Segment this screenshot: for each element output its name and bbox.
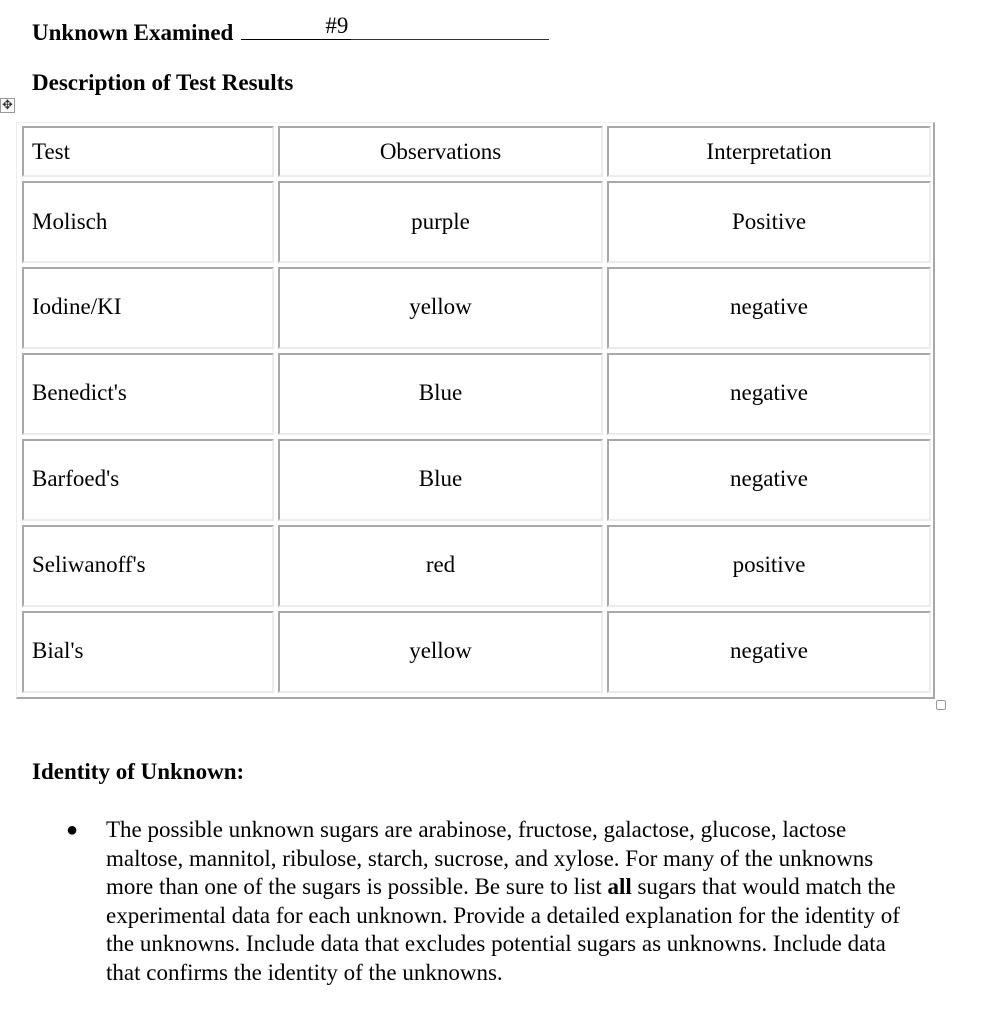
underline-filled	[241, 39, 351, 40]
header-observations[interactable]: Observations	[278, 126, 603, 177]
table-row	[22, 439, 931, 521]
identity-heading: Identity of Unknown:	[32, 759, 245, 784]
list-item	[66, 816, 926, 987]
cell-test[interactable]: Bial's	[22, 611, 274, 693]
cell-observation[interactable]: yellow	[278, 267, 603, 349]
underline-blank	[351, 39, 549, 40]
cell-test[interactable]: Molisch	[22, 181, 274, 263]
bullet-icon: ●	[66, 819, 79, 841]
unknown-examined-value: #9	[325, 13, 349, 38]
unknown-examined-label: Unknown Examined	[32, 20, 234, 45]
instruction-text-part2: sugars that would match the experimental data for each unknown. Provide a detailed explanation for the identity of the unknowns. Include data that excludes potential sugars as unknowns. Include data that confirms the identity of the unknowns.	[106, 874, 900, 985]
cell-interpretation[interactable]: negative	[607, 267, 931, 349]
results-table	[16, 122, 935, 699]
unknown-examined-field[interactable]	[241, 14, 549, 40]
cell-observation[interactable]: red	[278, 525, 603, 607]
instructions-list	[66, 816, 926, 987]
unknown-examined-line	[32, 14, 549, 44]
instruction-bold-word: all	[607, 874, 632, 899]
results-table-grid	[18, 122, 935, 697]
cell-observation[interactable]: purple	[278, 181, 603, 263]
header-test[interactable]: Test	[22, 126, 274, 177]
cell-interpretation[interactable]: Positive	[607, 181, 931, 263]
table-move-handle-icon[interactable]: ✥	[0, 98, 15, 113]
table-header-row	[22, 126, 931, 177]
table-row	[22, 267, 931, 349]
cell-interpretation[interactable]: positive	[607, 525, 931, 607]
description-heading: Description of Test Results	[32, 70, 294, 95]
table-row	[22, 525, 931, 607]
table-resize-handle-icon[interactable]	[936, 700, 946, 710]
cell-observation[interactable]: yellow	[278, 611, 603, 693]
cell-test[interactable]: Barfoed's	[22, 439, 274, 521]
instruction-text-part1: The possible unknown sugars are arabinose, fructose, galactose, glucose, lactose maltose, mannitol, ribulose, starch, sucrose, and xylose. For many of the unknowns more than one of the sugars is possible. Be sure to list	[106, 817, 874, 899]
cell-interpretation[interactable]: negative	[607, 439, 931, 521]
cell-test[interactable]: Seliwanoff's	[22, 525, 274, 607]
cell-test[interactable]: Benedict's	[22, 353, 274, 435]
cell-test[interactable]: Iodine/KI	[22, 267, 274, 349]
cell-interpretation[interactable]: negative	[607, 353, 931, 435]
header-interpretation[interactable]: Interpretation	[607, 126, 931, 177]
cell-interpretation[interactable]: negative	[607, 611, 931, 693]
table-row	[22, 353, 931, 435]
cell-observation[interactable]: Blue	[278, 439, 603, 521]
table-row	[22, 181, 931, 263]
table-row	[22, 611, 931, 693]
cell-observation[interactable]: Blue	[278, 353, 603, 435]
